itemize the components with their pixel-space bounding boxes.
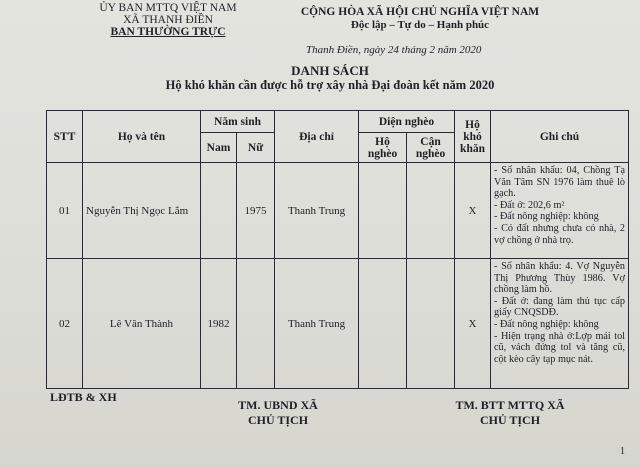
- cell-notes: [491, 163, 629, 259]
- col-header-poverty: Diện nghèo: [359, 111, 455, 133]
- cell-address: Thanh Trung: [275, 163, 359, 259]
- table-row: [47, 163, 629, 259]
- ubnd-title: TM. UBND XÃ: [238, 398, 318, 412]
- agency-line-3: BAN THƯỜNG TRỰC: [110, 26, 226, 38]
- ubnd-role: CHỦ TỊCH: [247, 413, 309, 427]
- national-motto: Độc lập – Tự do – Hạnh phúc: [350, 19, 490, 31]
- note-line: - Số nhân khẩu: 04, Chồng Tạ Văn Tâm SN 1976 làm thuê lò gạch.: [494, 165, 626, 200]
- cell-male: [201, 163, 237, 259]
- place-date-line: Thanh Điền, ngày 24 tháng 2 năm 2020: [306, 44, 482, 56]
- document-title: DANH SÁCH: [291, 63, 369, 78]
- cell-hardship: X: [455, 259, 491, 389]
- col-header-stt: STT: [47, 111, 83, 163]
- signature-mttq: [440, 398, 580, 428]
- cell-name: Lê Văn Thành: [83, 259, 201, 389]
- note-line: - Đất ở: 202,6 m²: [494, 199, 565, 211]
- col-header-address: Địa chỉ: [275, 111, 359, 163]
- cell-stt: 01: [47, 163, 83, 259]
- cell-notes: [491, 259, 629, 389]
- cell-near-poor: [407, 259, 455, 389]
- col-header-near-poor: Cận nghèo: [407, 133, 455, 163]
- col-header-poor: Hộ nghèo: [359, 133, 407, 163]
- cell-stt: 02: [47, 259, 83, 389]
- note-line: - Đất nông nghiệp: không: [494, 211, 599, 223]
- signature-ldtbxh: LĐTB & XH: [50, 390, 117, 404]
- document-subtitle: Hộ khó khăn cần được hỗ trợ xây nhà Đại đoàn kết năm 2020: [165, 78, 495, 92]
- note-line: - Số nhân khẩu: 4. Vợ Nguyễn Thị Phương Thùy 1986. Vợ chồng làm hồ.: [494, 261, 626, 296]
- issuing-agency-header: [88, 2, 248, 38]
- col-header-notes: Ghi chú: [491, 111, 629, 163]
- household-list-table: [46, 110, 629, 389]
- col-header-name: Họ và tên: [83, 111, 201, 163]
- country-name: CỘNG HÒA XÃ HỘI CHỦ NGHĨA VIỆT NAM: [300, 6, 540, 18]
- cell-hardship: X: [455, 163, 491, 259]
- cell-male: 1982: [201, 259, 237, 389]
- cell-near-poor: [407, 163, 455, 259]
- col-header-female: Nữ: [237, 133, 275, 163]
- page-number: 1: [620, 446, 625, 457]
- cell-address: Thanh Trung: [275, 259, 359, 389]
- cell-name: Nguyễn Thị Ngọc Lắm: [83, 163, 201, 259]
- mttq-role: CHỦ TỊCH: [479, 413, 541, 427]
- cell-poor: [359, 163, 407, 259]
- col-header-birth-year: Năm sinh: [201, 111, 275, 133]
- note-line: - Hiện trạng nhà ở:Lợp mái tol cũ, vách đứng tol và tăng cũ, cột kèo cây tạp mục nát.: [494, 330, 626, 365]
- mttq-title: TM. BTT MTTQ XÃ: [455, 398, 565, 412]
- cell-female: [237, 259, 275, 389]
- note-line: - Đất nông nghiệp: không: [494, 318, 599, 330]
- cell-poor: [359, 259, 407, 389]
- agency-line-1: ỦY BAN MTTQ VIỆT NAM: [99, 2, 237, 14]
- agency-line-2: XÃ THANH ĐIỀN: [123, 14, 213, 26]
- national-motto-header: [290, 6, 550, 32]
- cell-female: 1975: [237, 163, 275, 259]
- signature-ubnd: [218, 398, 338, 428]
- col-header-male: Nam: [201, 133, 237, 163]
- col-header-hardship: Hộ khó khăn: [455, 111, 491, 163]
- table-row: [47, 259, 629, 389]
- note-line: - Có đất nhưng chưa có nhà, 2 vợ chồng ở nhà trọ.: [494, 222, 626, 246]
- note-line: - Đất ở: đang làm thủ tục cấp giấy CNQSDĐ.: [494, 295, 626, 319]
